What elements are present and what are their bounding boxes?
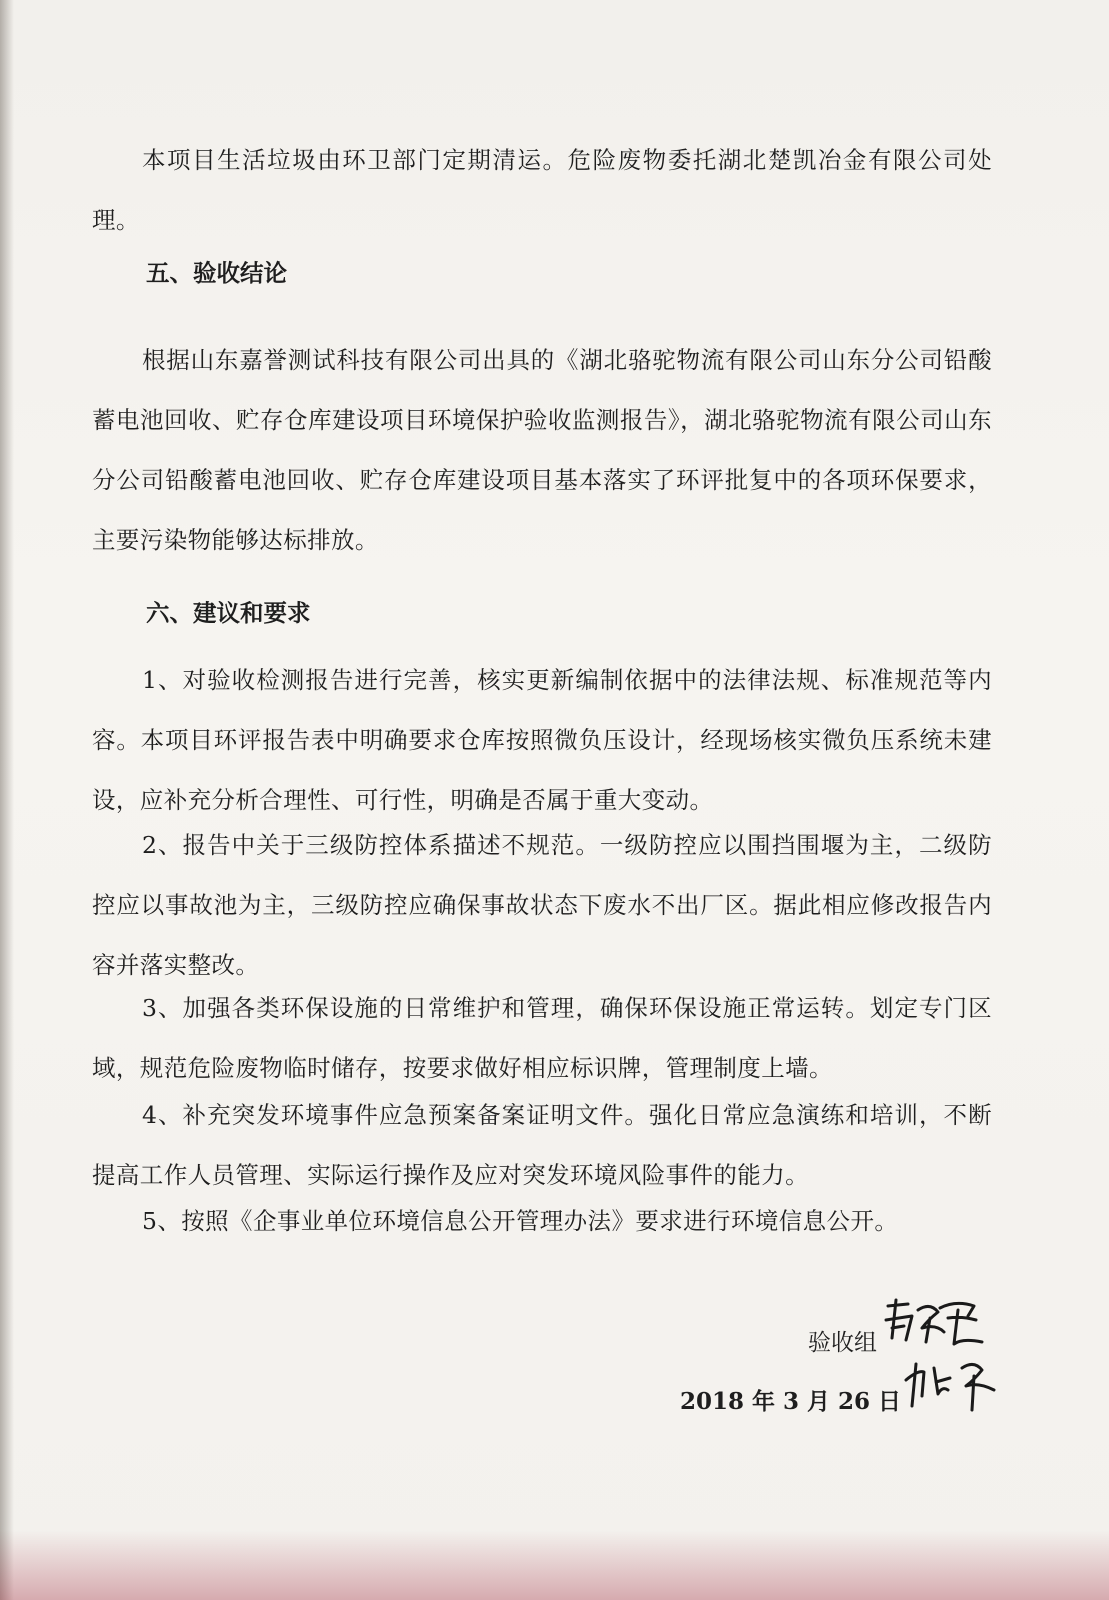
section6-heading: 六、建议和要求	[146, 599, 311, 627]
recommendation-item-1: 1、对验收检测报告进行完善，核实更新编制依据中的法律法规、标准规范等内容。本项目环评报告表中明确要求仓库按照微负压设计，经现场核实微负压系统未建设，应补充分析合理性、可行性，明确是否属于重大变动。	[92, 666, 992, 814]
acceptance-group-label: 验收组	[808, 1330, 877, 1356]
recommendation-item-5: 5、按照《企事业单位环境信息公开管理办法》要求进行环境信息公开。	[142, 1207, 899, 1235]
section5-heading: 五、验收结论	[146, 259, 287, 287]
recommendation-item-2: 2、报告中关于三级防控体系描述不规范。一级防控应以围挡围堰为主，二级防控应以事故池为主，三级防控应确保事故状态下废水不出厂区。据此相应修改报告内容并落实整改。	[92, 831, 992, 979]
handwritten-signature	[878, 1298, 1008, 1428]
intro-paragraph: 本项目生活垃圾由环卫部门定期清运。危险废物委托湖北楚凯冶金有限公司处理。	[92, 146, 992, 234]
section5-paragraph: 根据山东嘉誉测试科技有限公司出具的《湖北骆驼物流有限公司山东分公司铅酸蓄电池回收、贮存仓库建设项目环境保护验收监测报告》，湖北骆驼物流有限公司山东分公司铅酸蓄电池回收、贮存仓库建设项目基本落实了环评批复中的各项环保要求，主要污染物能够达标排放。	[92, 346, 992, 554]
recommendation-item-4: 4、补充突发环境事件应急预案备案证明文件。强化日常应急演练和培训，不断提高工作人员管理、实际运行操作及应对突发环境风险事件的能力。	[92, 1101, 992, 1189]
signature-date: 2018 年 3 月 26 日	[680, 1388, 902, 1415]
recommendation-item-3: 3、加强各类环保设施的日常维护和管理，确保环保设施正常运转。划定专门区域，规范危险废物临时储存，按要求做好相应标识牌，管理制度上墙。	[92, 994, 992, 1082]
